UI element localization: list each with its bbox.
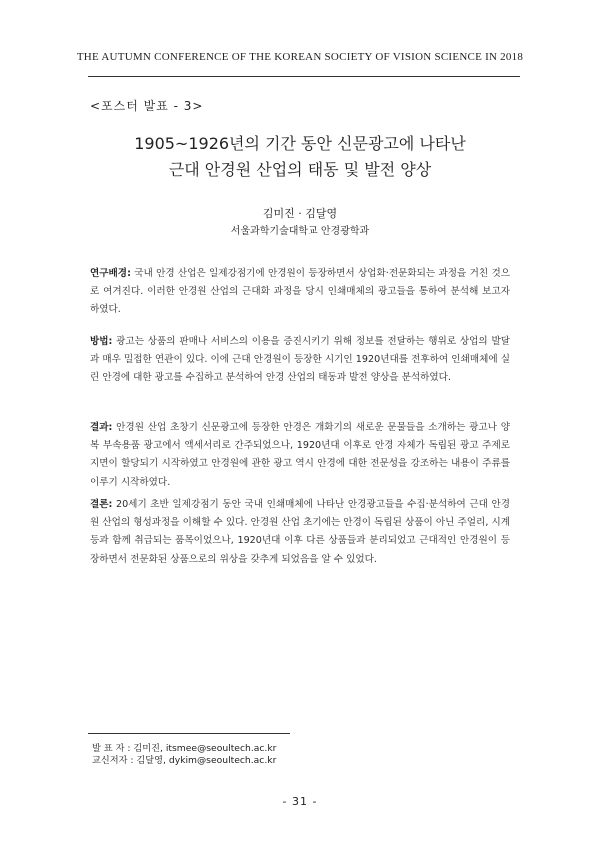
running-header: THE AUTUMN CONFERENCE OF THE KOREAN SOCIETY OF VISION SCIENCE IN 2018 <box>76 51 524 63</box>
conclusion-section <box>90 496 510 569</box>
method-text: 광고는 상품의 판매나 서비스의 이용을 증진시키기 위해 정보를 전달하는 행위로 상업의 발달과 매우 밀접한 연관이 있다. 이에 근대 안경원이 등장한 시기인 1920년대를 전후하여 인쇄매체에 실린 안경에 대한 광고를 수집하고 분석하여 안경 산업의 태동과 발전 양상을 분석하였다. <box>90 336 510 384</box>
affiliation: 서울과학기술대학교 안경광학과 <box>230 226 370 237</box>
result-section <box>90 419 510 492</box>
method-label: 방법: <box>90 336 113 347</box>
session-label: <포스터 발표 - 3> <box>90 99 204 113</box>
conclusion-text: 20세기 초반 일제강점기 동안 국내 인쇄매체에 나타난 안경광고들을 수집·분석하여 근대 안경원 산업의 형성과정을 이해할 수 있다. 안경원 산업 초기에는 안경이 독립된 상품이 아닌 주얼리, 시계 등과 함께 취급되는 품목이었으나, 1920년대 이후 다른 상품들과 분리되었고 근대적인 안경원이 등장하면서 전문화된 상품으로의 위상을 갖추게 되었음을 알 수 있었다. <box>90 499 510 565</box>
corresponding-author-footnote: 교신저자 : 김달영, dykim@seoultech.ac.kr <box>92 755 277 766</box>
footnote-divider <box>88 733 290 734</box>
conclusion-label: 결론: <box>90 499 113 510</box>
author-list: 김미진 · 김달영 <box>262 207 338 220</box>
result-label: 결과: <box>90 422 113 433</box>
presenter-footnote: 발 표 자 : 김미진, itsmee@seoultech.ac.kr <box>92 743 277 754</box>
result-text: 안경원 산업 초창기 신문광고에 등장한 안경은 개화기의 새로운 문물들을 소개하는 광고나 양복 부속용품 광고에서 액세서리로 간주되었으나, 1920년대 이후로 안경 자체가 독립된 광고 주제로 지면이 할당되기 시작하였고 안경원에 관한 광고 역시 안경에 대한 전문성을 강조하는 내용이 주류를 이루기 시작하였다. <box>90 422 510 488</box>
header-divider <box>88 76 520 77</box>
title-line-2: 근대 안경원 산업의 태동 및 발전 양상 <box>168 160 432 179</box>
title-line-1: 1905~1926년의 기간 동안 신문광고에 나타난 <box>134 134 466 153</box>
background-section <box>90 265 510 320</box>
background-label: 연구배경: <box>90 268 131 279</box>
page-number: - 31 - <box>282 795 318 808</box>
paper-title <box>60 131 540 183</box>
background-text: 국내 안경 산업은 일제강점기에 안경원이 등장하면서 상업화·전문화되는 과정을 거친 것으로 여겨진다. 이러한 안경원 산업의 근대화 과정을 당시 인쇄매체의 광고들을 통하여 분석해 보고자 하였다. <box>90 268 510 316</box>
method-section <box>90 333 510 388</box>
